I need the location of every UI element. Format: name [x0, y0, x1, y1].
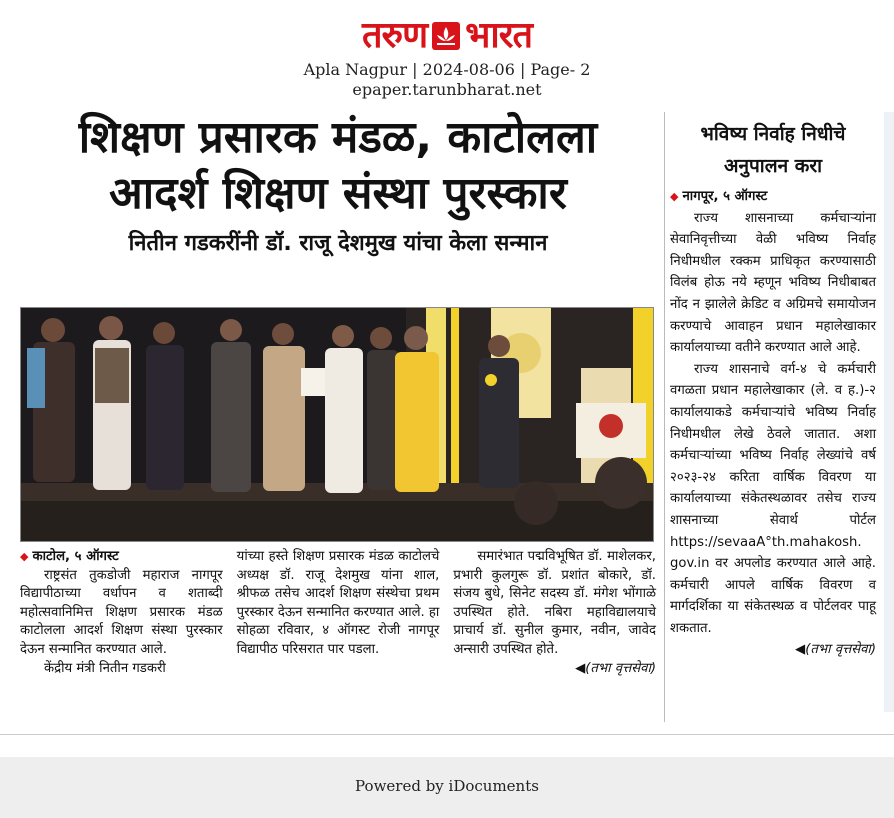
end-triangle-icon: ◀: [795, 642, 806, 658]
photo-illustration: [21, 308, 654, 542]
side-dateline: नागपूर, ५ ऑगस्ट: [682, 189, 768, 204]
edition-meta-line: Apla Nagpur | 2024-08-06 | Page- 2: [303, 60, 591, 79]
lotus-emblem-icon: [431, 21, 461, 51]
logo-word-right: भारत: [465, 15, 532, 56]
website-link[interactable]: epaper.tarunbharat.net: [352, 80, 542, 99]
footer: [0, 757, 894, 818]
side-news-service-credit: (तभा वृत्तसेवा): [805, 642, 876, 658]
masthead: [0, 14, 894, 100]
logo-word-left: तरुण: [362, 15, 428, 56]
side-headline: [670, 118, 876, 182]
main-subheadline: नितीन गडकरींनी डॉ. राजू देशमुख यांचा केला सन्मान: [128, 231, 548, 256]
content-divider: [0, 734, 894, 735]
article-column-3: [453, 548, 656, 718]
article-column-1: [20, 548, 223, 718]
newspaper-clip: [0, 112, 894, 732]
diamond-bullet-icon: ◆: [20, 550, 29, 563]
article-column-2: [237, 548, 440, 718]
article-paragraph: समारंभात पद्मविभूषित डॉ. माशेलकर, प्रभारी कुलगुरू डॉ. प्रशांत बोकारे, डॉ. संजय बुधे, सिनेट सदस्य डॉ. मंगेश भोंगाळे उपस्थित होते. नबिरा महाविद्यालयाचे प्राचार्य डॉ. सुनील कुमार, नवीन, जावेद अन्सारी उपस्थित होते.: [453, 549, 657, 657]
main-headline: [18, 112, 658, 220]
article-paragraph: राष्ट्रसंत तुकडोजी महाराज नागपूर विद्यापीठाच्या वर्धापन व शताब्दी महोत्सवानिमित्त शिक्षण प्रसारक मंडळ काटोलला आदर्श शिक्षण संस्था पुरस्कार देऊन सन्मानित करण्यात आले.: [20, 567, 223, 657]
article-paragraph: केंद्रीय मंत्री नितीन गडकरी: [44, 660, 166, 676]
adjacent-page-edge: [884, 112, 894, 712]
side-article: [670, 112, 876, 722]
headline-line-2: आदर्श शिक्षण संस्था पुरस्कार: [109, 168, 567, 219]
newspaper-logo[interactable]: [362, 14, 532, 58]
end-triangle-icon: ◀: [575, 660, 586, 676]
side-paragraph: राज्य शासनाचे वर्ग-४ चे कर्मचारी वगळता प्रधान महालेखाकार (ले. व ह.)-२ कार्यालयाकडे कर्मचाऱ्यांचे भविष्य निर्वाह निधीमधील लेखे ठेवले जातात. अशा कर्मचाऱ्यांच्या भविष्य निर्वाह लेख्यांचे वर्ष २०२३-२४ करिता वार्षिक विवरण या कार्यालयाच्या संकेतस्थळावर तसेच राज्य शासनाच्या सेवार्थ पोर्टल https://sevaaA°th.mahakosh. gov.in वर अपलोड करण्यात आले आहे. कर्मचारी आपले वार्षिक विवरण व मार्गदर्शिका या संकेतस्थळ व पोर्टलवर पाहू शकतात.: [670, 361, 876, 636]
main-article: [18, 112, 658, 722]
award-ceremony-photo: [20, 307, 654, 542]
main-article-body: [20, 548, 656, 718]
side-article-body: [670, 186, 876, 661]
article-paragraph: यांच्या हस्ते शिक्षण प्रसारक मंडळ काटोलचे अध्यक्ष डॉ. राजू देशमुख यांना शाल, श्रीफळ तसेच आदर्श शिक्षण संस्थेचा प्रथम पुरस्कार देऊन सन्मानित करण्यात आले. हा सोहळा रविवार, ४ ऑगस्ट रोजी नागपूर विद्यापीठ परिसरात पार पडला.: [236, 549, 440, 657]
side-headline-line-2: अनुपालन करा: [723, 155, 823, 177]
headline-line-1: शिक्षण प्रसारक मंडळ, काटोलला: [78, 112, 598, 163]
diamond-bullet-icon: ◆: [670, 190, 679, 203]
side-paragraph: राज्य शासनाच्या कर्मचाऱ्यांना सेवानिवृत्तीच्या वेळी भविष्य निर्वाह निधीमधील रक्कम प्राधिकृत करण्यासाठी विलंब होऊ नये म्हणून भविष्य निधीबाबत नोंद न झालेले क्रेडिट व अग्रिमचे समायोजन करण्याचे आवाहन प्रधान महालेखाकार कार्यालयाच्या वतीने करण्यात आले आहे.: [670, 210, 876, 356]
column-divider: [664, 112, 665, 722]
news-service-credit: (तभा वृत्तसेवा): [585, 660, 657, 676]
article-dateline: काटोल, ५ ऑगस्ट: [32, 549, 119, 564]
side-headline-line-1: भविष्य निर्वाह निधीचे: [700, 123, 846, 145]
powered-by-link[interactable]: Powered by iDocuments: [355, 777, 539, 795]
